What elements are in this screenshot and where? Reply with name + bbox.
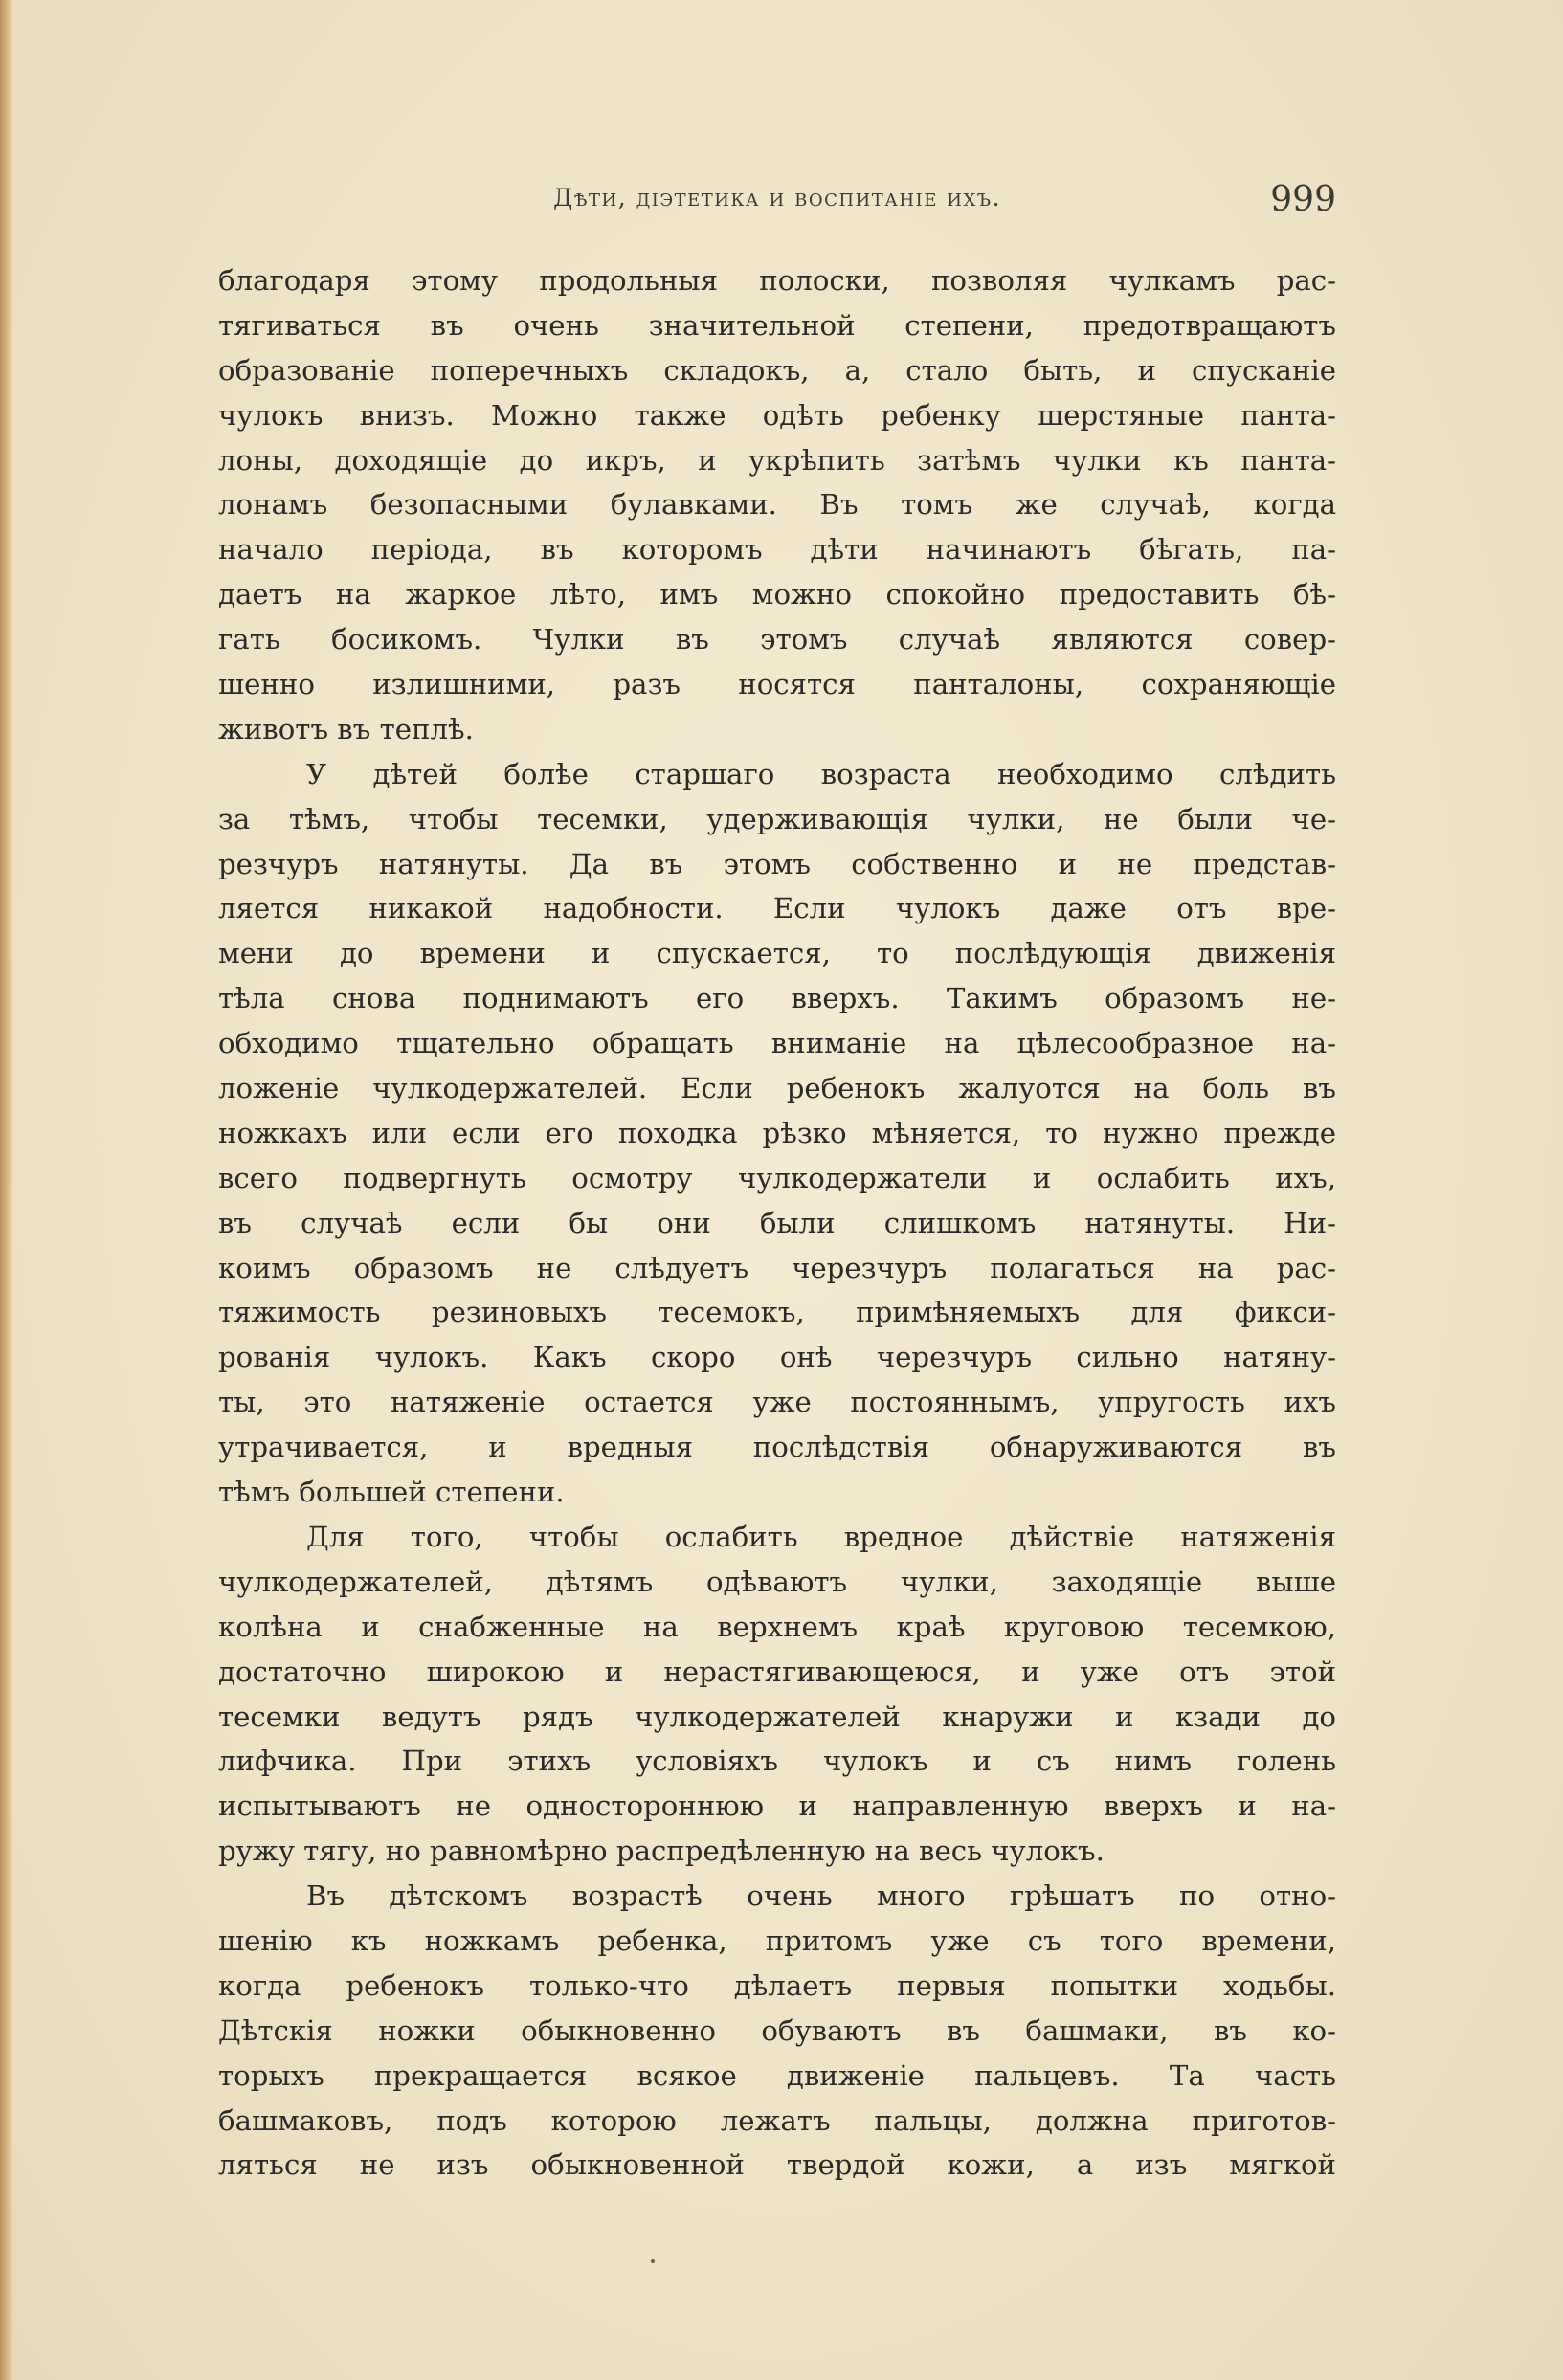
text-line: шенно излишними, разъ носятся панталоны, сохраняющіе — [218, 668, 1336, 701]
text-line: чулкодержателей, дѣтямъ одѣваютъ чулки, заходящіе выше — [218, 1565, 1336, 1598]
text-line: въ случаѣ если бы они были слишкомъ натянуты. Ни- — [218, 1206, 1336, 1239]
text-line: торыхъ прекращается всякое движеніе пальцевъ. Та часть — [218, 2058, 1336, 2092]
text-line: начало періода, въ которомъ дѣти начинаютъ бѣгать, па- — [218, 533, 1336, 567]
text-line: тѣла снова поднимаютъ его вверхъ. Такимъ образомъ не- — [218, 982, 1336, 1015]
text-line: колѣна и снабженные на верхнемъ краѣ круговою тесемкою, — [218, 1610, 1336, 1643]
text-line: тяжимость резиновыхъ тесемокъ, примѣняемыхъ для фикси- — [218, 1296, 1336, 1329]
text-line: ляется никакой надобности. Если чулокъ даже отъ вре- — [218, 892, 1336, 925]
paragraph-start-line: Для того, чтобы ослабить вредное дѣйствіе натяженія — [306, 1520, 1336, 1553]
text-line: резчуръ натянуты. Да въ этомъ собственно и не представ- — [218, 847, 1336, 880]
text-line: башмаковъ, подъ которою лежатъ пальцы, должна приготов- — [218, 2103, 1336, 2137]
text-line: лоны, доходящіе до икръ, и укрѣпить затѣмъ чулки къ панта- — [218, 443, 1336, 477]
text-line: коимъ образомъ не слѣдуетъ черезчуръ полагаться на рас- — [218, 1251, 1336, 1284]
text-line: чулокъ внизъ. Можно также одѣть ребенку шерстяные панта- — [218, 398, 1336, 432]
text-line: животъ въ теплѣ. — [218, 712, 474, 745]
text-line: мени до времени и спускается, то послѣдующія движенія — [218, 937, 1336, 970]
page-header — [218, 180, 1336, 226]
text-line: благодаря этому продольныя полоски, позволяя чулкамъ рас- — [218, 264, 1336, 297]
paragraph-start-line: У дѣтей болѣе старшаго возраста необходимо слѣдить — [306, 757, 1336, 790]
ink-speck — [651, 2259, 655, 2263]
text-line: достаточно широкою и нерастягивающеюся, и уже отъ этой — [218, 1655, 1336, 1688]
text-line: ты, это натяженіе остается уже постояннымъ, упругость ихъ — [218, 1386, 1336, 1419]
text-line: тесемки ведутъ рядъ чулкодержателей кнаружи и кзади до — [218, 1700, 1336, 1733]
text-line: даетъ на жаркое лѣто, имъ можно спокойно предоставить бѣ- — [218, 578, 1336, 612]
page-edge-shadow — [0, 0, 13, 2380]
text-line: ляться не изъ обыкновенной твердой кожи, а изъ мягкой — [218, 2148, 1336, 2182]
text-line: образованіе поперечныхъ складокъ, а, стало быть, и спусканіе — [218, 353, 1336, 387]
text-line: когда ребенокъ только-что дѣлаетъ первыя попытки ходьбы. — [218, 1969, 1336, 2002]
text-line: ложеніе чулкодержателей. Если ребенокъ жалуотся на боль въ — [218, 1072, 1336, 1105]
text-line: утрачивается, и вредныя послѣдствія обнаруживаются въ — [218, 1431, 1336, 1464]
text-line: тягиваться въ очень значительной степени, предотвращаютъ — [218, 308, 1336, 342]
body-text — [218, 258, 1336, 2188]
text-line: Дѣтскія ножки обыкновенно обуваютъ въ башмаки, въ ко- — [218, 2013, 1336, 2047]
text-line: всего подвергнуть осмотру чулкодержатели и ослабить ихъ, — [218, 1161, 1336, 1194]
text-line: тѣмъ большей степени. — [218, 1476, 565, 1509]
text-line: рованія чулокъ. Какъ скоро онѣ черезчуръ сильно натяну- — [218, 1341, 1336, 1374]
text-line: обходимо тщательно обращать вниманіе на цѣлесообразное на- — [218, 1027, 1336, 1060]
text-line: ножкахъ или если его походка рѣзко мѣняется, то нужно прежде — [218, 1116, 1336, 1149]
running-title: Дѣти, діэтетика и воспитаніе ихъ. — [552, 184, 1002, 211]
text-line: шенію къ ножкамъ ребенка, притомъ уже съ того времени, — [218, 1924, 1336, 1957]
text-line: ружу тягу, но равномѣрно распредѣленную на весь чулокъ. — [218, 1835, 1105, 1868]
text-line: за тѣмъ, чтобы тесемки, удерживающія чулки, не были че- — [218, 802, 1336, 835]
text-line: лонамъ безопасными булавками. Въ томъ же случаѣ, когда — [218, 488, 1336, 522]
page-number: 999 — [1270, 180, 1336, 219]
text-line: гать босикомъ. Чулки въ этомъ случаѣ являются совер- — [218, 623, 1336, 656]
text-line: испытываютъ не одностороннюю и направленную вверхъ и на- — [218, 1790, 1336, 1823]
text-line: лифчика. При этихъ условіяхъ чулокъ и съ нимъ голень — [218, 1745, 1336, 1778]
paragraph-start-line: Въ дѣтскомъ возрастѣ очень много грѣшатъ по отно- — [306, 1880, 1336, 1913]
